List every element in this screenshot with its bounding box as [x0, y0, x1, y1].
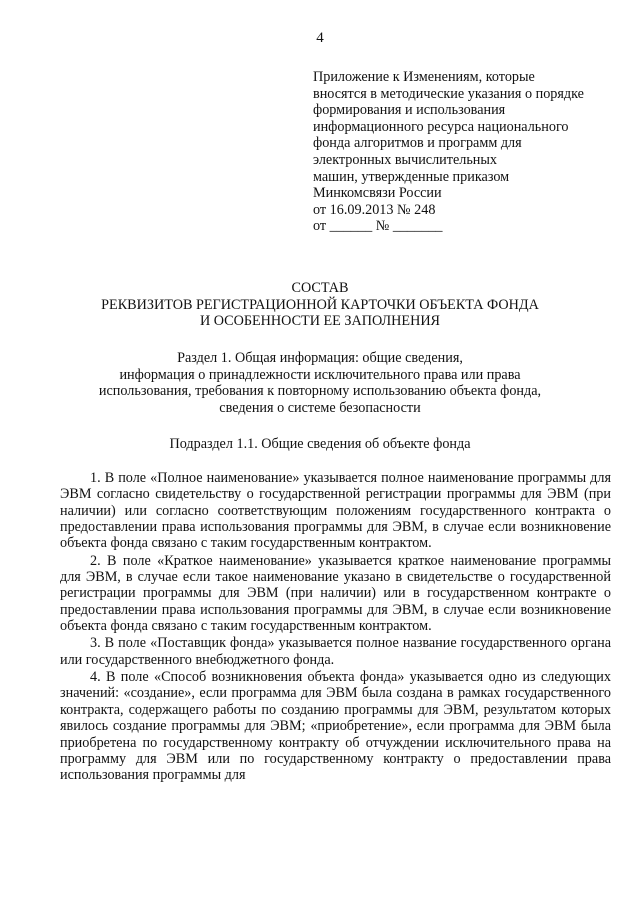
- appendix-line: от 16.09.2013 № 248: [313, 201, 436, 218]
- appendix-line: фонда алгоритмов и программ для: [313, 135, 522, 152]
- section-line: информация о принадлежности исключительного права или права: [119, 366, 521, 383]
- appendix-line: от ______ № _______: [313, 218, 443, 235]
- paragraph: 3. В поле «Поставщик фонда» указывается полное название государственного органа или государственного внебюджетного фонда.: [60, 635, 611, 668]
- appendix-line: формирования и использования: [313, 102, 506, 119]
- section-line: Раздел 1. Общая информация: общие сведения,: [177, 350, 463, 366]
- appendix-line: электронных вычислительных: [313, 151, 498, 168]
- paragraph: 1. В поле «Полное наименование» указывается полное наименование программы для ЭВМ согласно свидетельству о государственной регистрации программы для ЭВМ (при наличии) или согласно соответствующим положениям государственного контракта о предоставлении права использования программы для ЭВМ, в случае если возникновение объекта фонда связано с таким государственным контрактом.: [60, 470, 611, 552]
- title-line: И ОСОБЕННОСТИ ЕЕ ЗАПОЛНЕНИЯ: [199, 313, 441, 330]
- appendix-line: машин, утвержденные приказом: [313, 168, 510, 185]
- appendix-line: информационного ресурса национального: [313, 118, 569, 135]
- section-line: использования, требования к повторному использованию объекта фонда,: [98, 383, 542, 400]
- appendix-line: Минкомсвязи России: [313, 185, 442, 202]
- body-text: [60, 470, 611, 784]
- appendix-line: Приложение к Изменениям, которые: [313, 69, 535, 85]
- title-line: СОСТАВ: [291, 280, 349, 296]
- subsection-heading: Подраздел 1.1. Общие сведения об объекте фонда: [169, 436, 471, 452]
- paragraph: 4. В поле «Способ возникновения объекта фонда» указывается одно из следующих значений: «создание», если программа для ЭВМ была создана в рамках государственного контракта, содержащего работы по созданию программы для ЭВМ, результатом которых явилось создание программы для ЭВМ; «приобретение», если программа для ЭВМ была приобретена по государственному контракту об отчуждении исключительного права на программу для ЭВМ или по государственному контракту о предоставлении права использования программы для: [60, 669, 611, 784]
- section-heading: [60, 350, 580, 416]
- document-title: [60, 280, 580, 330]
- appendix-line: вносятся в методические указания о порядке: [313, 85, 584, 102]
- title-line: РЕКВИЗИТОВ РЕГИСТРАЦИОННОЙ КАРТОЧКИ ОБЪЕКТА ФОНДА: [101, 296, 539, 313]
- page-number: 4: [316, 30, 324, 46]
- paragraph: 2. В поле «Краткое наименование» указывается краткое наименование программы для ЭВМ, в случае если такое наименование указано в свидетельстве о государственной регистрации программы для ЭВМ (при наличии) или в государственном контракте о предоставлении права использования программы для ЭВМ, в случае если возникновение объекта фонда связано с таким государственным контрактом.: [60, 552, 611, 635]
- appendix-note: [313, 69, 613, 235]
- section-line: сведения о системе безопасности: [219, 399, 421, 416]
